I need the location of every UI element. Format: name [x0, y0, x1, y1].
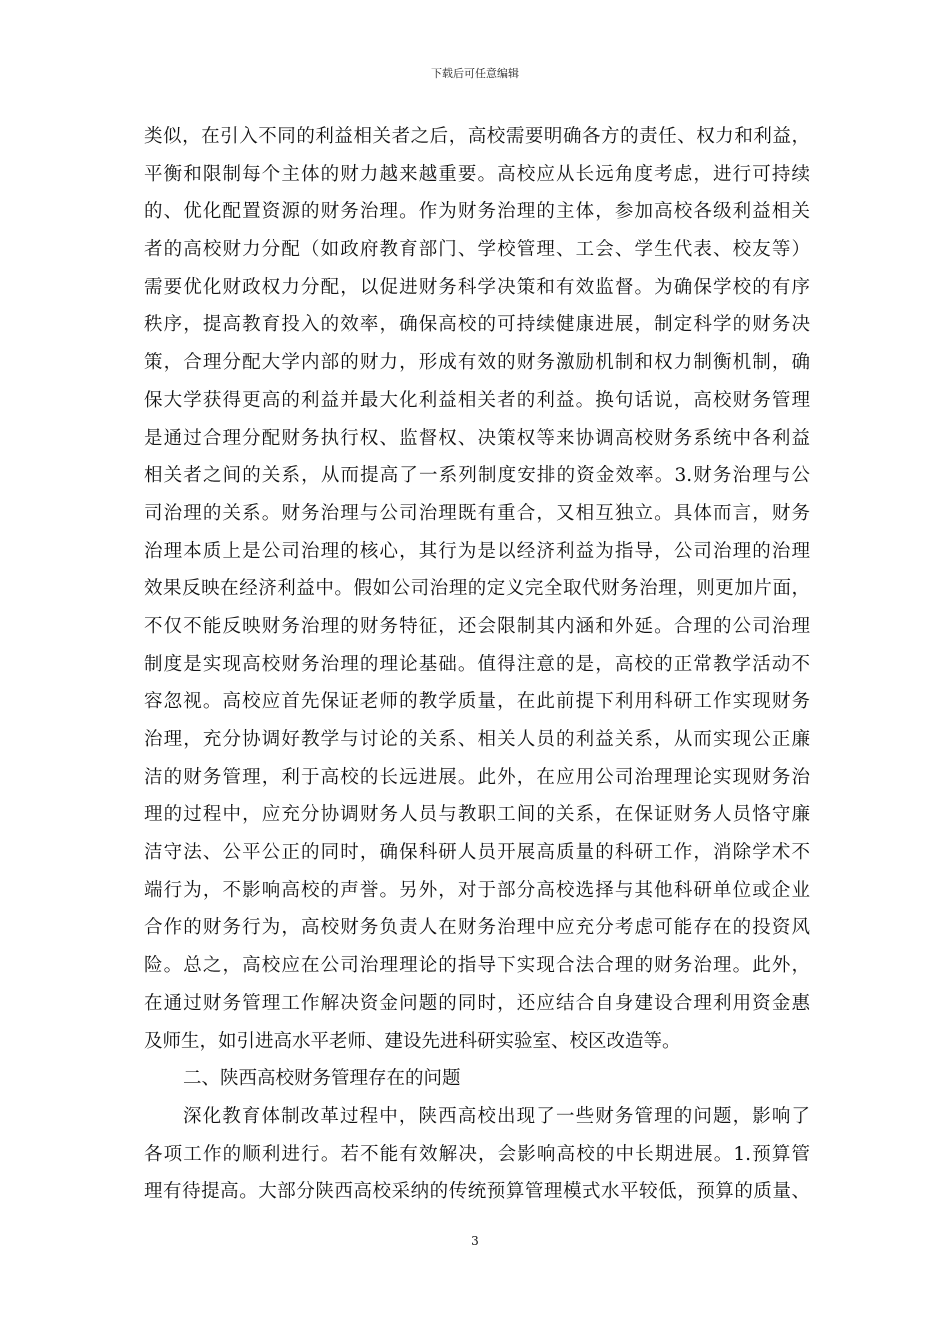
text-line: 司治理的关系。财务治理与公司治理既有重合，又相互独立。具体而言，财务: [144, 502, 810, 524]
text-line: 效果反映在经济利益中。假如公司治理的定义完全取代财务治理，则更加片面，: [144, 578, 810, 600]
text-line: 各项工作的顺利进行。若不能有效解决，会影响高校的中长期进展。1.预算管: [144, 1143, 810, 1165]
text-line: 需要优化财政权力分配，以促进财务科学决策和有效监督。为确保学校的有序: [144, 276, 810, 298]
text-line: 洁守法、公平公正的同时，确保科研人员开展高质量的科研工作，消除学术不: [144, 842, 810, 864]
text-line: 容忽视。高校应首先保证老师的教学质量，在此前提下利用科研工作实现财务: [144, 691, 810, 713]
text-line: 者的高校财力分配（如政府教育部门、学校管理、工会、学生代表、校友等）: [144, 239, 810, 261]
text-line: 在通过财务管理工作解决资金问题的同时，还应结合自身建设合理利用资金惠: [144, 992, 810, 1014]
page-number: 3: [471, 1234, 479, 1248]
text-line: 深化教育体制改革过程中，陕西高校出现了一些财务管理的问题，影响了: [183, 1105, 810, 1127]
text-line: 治理本质上是公司治理的核心，其行为是以经济利益为指导，公司治理的治理: [144, 540, 810, 562]
text-line: 险。总之，高校应在公司治理理论的指导下实现合法合理的财务治理。此外，: [144, 955, 810, 977]
text-line: 策，合理分配大学内部的财力，形成有效的财务激励机制和权力制衡机制，确: [144, 352, 810, 374]
text-line: 理有待提高。大部分陕西高校采纳的传统预算管理模式水平较低，预算的质量、: [144, 1181, 810, 1203]
text-line: 的、优化配置资源的财务治理。作为财务治理的主体，参加高校各级利益相关: [144, 201, 810, 223]
text-line: 制度是实现高校财务治理的理论基础。值得注意的是，高校的正常教学活动不: [144, 653, 810, 675]
text-line: 是通过合理分配财务执行权、监督权、决策权等来协调高校财务系统中各利益: [144, 427, 810, 449]
text-line: 及师生，如引进高水平老师、建设先进科研实验室、校区改造等。: [144, 1030, 681, 1052]
text-line: 端行为，不影响高校的声誉。另外，对于部分高校选择与其他科研单位或企业: [144, 879, 810, 901]
text-line: 治理，充分协调好教学与讨论的关系、相关人员的利益关系，从而实现公正廉: [144, 729, 810, 750]
text-line: 不仅不能反映财务治理的财务特征，还会限制其内涵和外延。合理的公司治理: [144, 615, 810, 637]
document-body: [144, 118, 810, 1211]
text-line: 合作的财务行为，高校财务负责人在财务治理中应充分考虑可能存在的投资风: [144, 917, 810, 939]
text-line: 洁的财务管理，利于高校的长远进展。此外，在应用公司治理理论实现财务治: [144, 766, 810, 788]
text-line: 秩序，提高教育投入的效率，确保高校的可持续健康进展，制定科学的财务决: [144, 314, 810, 336]
text-line: 相关者之间的关系，从而提高了一系列制度安排的资金效率。3.财务治理与公: [144, 465, 810, 487]
text-line: 类似，在引入不同的利益相关者之后，高校需要明确各方的责任、权力和利益，: [144, 126, 810, 147]
page-header: 下载后可任意编辑: [431, 67, 519, 80]
text-line: 保大学获得更高的利益并最大化利益相关者的利益。换句话说，高校财务管理: [144, 389, 810, 411]
section-heading: 二、陕西高校财务管理存在的问题: [183, 1068, 461, 1090]
text-line: 理的过程中，应充分协调财务人员与教职工间的关系，在保证财务人员恪守廉: [144, 804, 810, 826]
text-line: 平衡和限制每个主体的财力越来越重要。高校应从长远角度考虑，进行可持续: [144, 163, 810, 185]
